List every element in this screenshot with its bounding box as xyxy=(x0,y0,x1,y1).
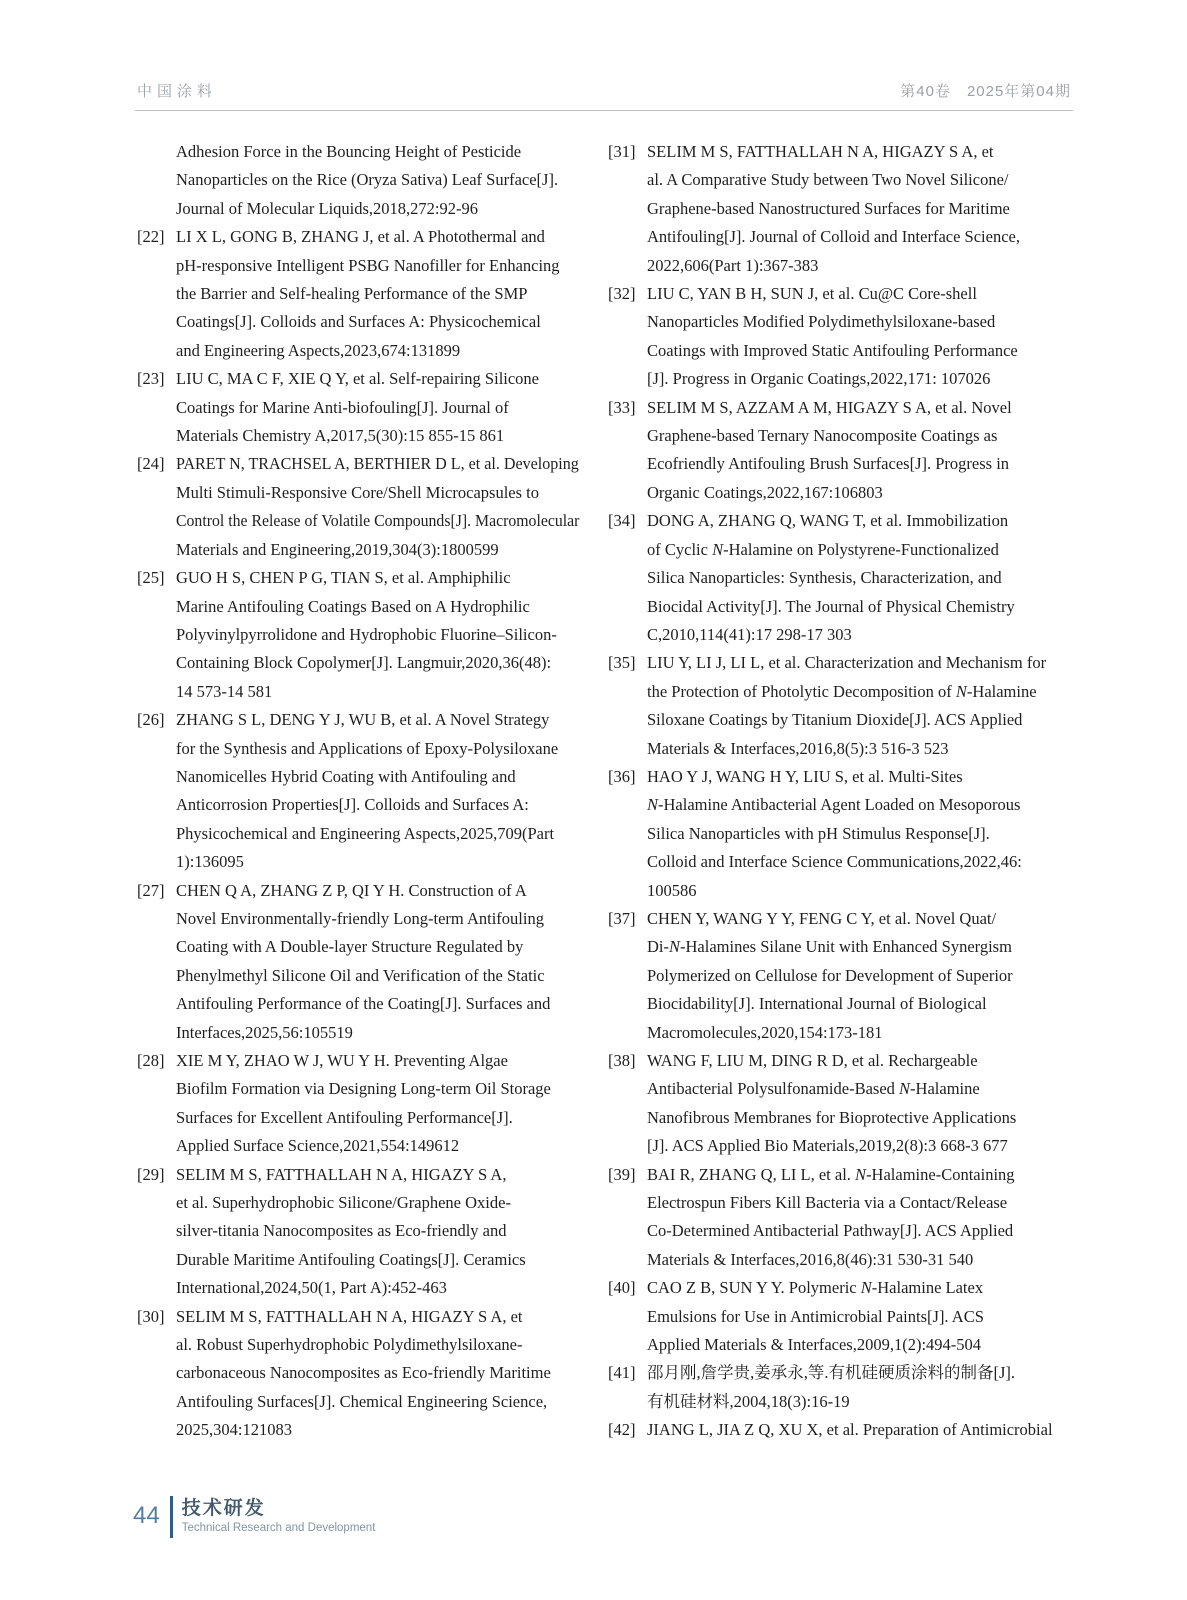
reference-line: Antifouling Performance of the Coating[J]. Surfaces and xyxy=(176,994,551,1014)
reference-number: [35] xyxy=(608,653,636,673)
page-footer xyxy=(133,1496,375,1538)
reference-entry xyxy=(608,280,1073,394)
reference-entry xyxy=(137,365,579,450)
reference-entry xyxy=(137,223,579,365)
reference-line: Macromolecules,2020,154:173-181 xyxy=(647,1022,883,1042)
reference-line: Antifouling[J]. Journal of Colloid and Interface Science, xyxy=(647,227,1020,247)
reference-line: Materials and Engineering,2019,304(3):1800599 xyxy=(176,539,499,559)
reference-number: [32] xyxy=(608,284,636,304)
volume-issue xyxy=(900,80,1071,101)
reference-line: for the Synthesis and Applications of Epoxy-Polysiloxane xyxy=(176,738,559,758)
reference-line: pH-responsive Intelligent PSBG Nanofiller for Enhancing xyxy=(176,255,560,275)
reference-number: [31] xyxy=(608,142,636,161)
reference-line: carbonaceous Nanocomposites as Eco-friendly Maritime xyxy=(176,1363,551,1383)
reference-entry xyxy=(608,138,1073,280)
reference-entry xyxy=(608,763,1073,905)
reference-line: LIU Y, LI J, LI L, et al. Characterization and Mechanism for xyxy=(647,653,1047,673)
reference-number: [24] xyxy=(137,454,165,474)
reference-entry xyxy=(608,1416,1073,1444)
reference-line: Electrospun Fibers Kill Bacteria via a Contact/Release xyxy=(647,1193,1008,1213)
reference-line: C,2010,114(41):17 298-17 303 xyxy=(647,624,852,644)
reference-number: [30] xyxy=(137,1306,165,1326)
reference-line: Control the Release of Volatile Compounds[J]. Macromolecular xyxy=(176,511,580,531)
reference-line: Applied Materials & Interfaces,2009,1(2):494-504 xyxy=(647,1335,982,1355)
reference-line: XIE M Y, ZHAO W J, WU Y H. Preventing Algae xyxy=(176,1051,508,1070)
reference-line: Co-Determined Antibacterial Pathway[J]. ACS Applied xyxy=(647,1221,1014,1241)
reference-entry xyxy=(137,564,579,706)
reference-line: HAO Y J, WANG H Y, LIU S, et al. Multi-Sites xyxy=(647,766,963,786)
reference-line: GUO H S, CHEN P G, TIAN S, et al. Amphiphilic xyxy=(176,568,511,588)
reference-line: Phenylmethyl Silicone Oil and Verification of the Static xyxy=(176,965,545,985)
reference-line: Interfaces,2025,56:105519 xyxy=(176,1022,353,1042)
reference-number: [27] xyxy=(137,880,165,900)
references-right-column xyxy=(608,138,1073,1445)
reference-line: 邵月刚,詹学贵,姜承永,等.有机硅硬质涂料的制备[J]. xyxy=(647,1363,1016,1383)
reference-number: [36] xyxy=(608,766,636,786)
reference-line: Materials & Interfaces,2016,8(5):3 516-3 523 xyxy=(647,738,949,758)
header-divider xyxy=(135,110,1073,111)
reference-number: [40] xyxy=(608,1278,636,1298)
reference-line: Adhesion Force in the Bouncing Height of Pesticide xyxy=(176,142,522,161)
section-title-cn: 技术研发 xyxy=(181,1498,266,1519)
reference-number: [34] xyxy=(608,511,636,531)
reference-line: Nanoparticles Modified Polydimethylsiloxane-based xyxy=(647,312,996,332)
reference-line: Multi Stimuli-Responsive Core/Shell Microcapsules to xyxy=(176,482,539,502)
reference-line: Biocidability[J]. International Journal of Biological xyxy=(647,994,987,1014)
reference-line: Coatings with Improved Static Antifouling Performance xyxy=(647,340,1018,360)
section-title-en: Technical Research and Development xyxy=(181,1522,376,1534)
reference-entry xyxy=(137,450,579,564)
reference-line: CHEN Y, WANG Y Y, FENG C Y, et al. Novel Quat/ xyxy=(647,908,997,928)
reference-line: Antibacterial Polysulfonamide-Based N-Halamine xyxy=(647,1079,980,1099)
reference-line: LIU C, MA C F, XIE Q Y, et al. Self-repairing Silicone xyxy=(176,369,540,389)
reference-number: [29] xyxy=(137,1164,165,1184)
reference-line: SELIM M S, FATTHALLAH N A, HIGAZY S A, et xyxy=(647,142,994,161)
reference-line: SELIM M S, FATTHALLAH N A, HIGAZY S A, et xyxy=(176,1306,523,1326)
reference-line: 2022,606(Part 1):367-383 xyxy=(647,255,819,275)
reference-line: Physicochemical and Engineering Aspects,2025,709(Part xyxy=(176,823,555,843)
reference-line: CAO Z B, SUN Y Y. Polymeric N-Halamine Latex xyxy=(647,1278,984,1298)
reference-number: [25] xyxy=(137,568,165,588)
volume-label: 第40卷 xyxy=(900,83,951,100)
reference-line: Silica Nanoparticles with pH Stimulus Response[J]. xyxy=(647,823,990,843)
reference-number: [33] xyxy=(608,397,636,417)
reference-number: [26] xyxy=(137,710,165,730)
reference-line: Biocidal Activity[J]. The Journal of Physical Chemistry xyxy=(647,596,1015,616)
reference-number: [39] xyxy=(608,1164,636,1184)
footer-section xyxy=(182,1496,376,1538)
reference-entry xyxy=(608,649,1073,763)
reference-entry xyxy=(608,1359,1073,1416)
reference-line: Novel Environmentally-friendly Long-term Antifouling xyxy=(176,908,544,928)
reference-line: Coatings for Marine Anti-biofouling[J]. Journal of xyxy=(176,397,509,417)
reference-line: [J]. ACS Applied Bio Materials,2019,2(8):3 668-3 677 xyxy=(647,1136,1008,1156)
reference-line: [J]. Progress in Organic Coatings,2022,171: 107026 xyxy=(647,369,991,389)
references-left-column xyxy=(137,138,579,1445)
reference-number: [22] xyxy=(137,227,165,247)
reference-line: Silica Nanoparticles: Synthesis, Characterization, and xyxy=(647,568,1002,588)
reference-line: Coating with A Double-layer Structure Regulated by xyxy=(176,937,524,957)
reference-entry xyxy=(137,706,579,876)
reference-line: SELIM M S, AZZAM A M, HIGAZY S A, et al. Novel xyxy=(647,397,1012,417)
reference-line: Graphene-based Nanostructured Surfaces for Maritime xyxy=(647,198,1010,218)
reference-line: Siloxane Coatings by Titanium Dioxide[J]. ACS Applied xyxy=(647,710,1023,730)
reference-line: of Cyclic N-Halamine on Polystyrene-Functionalized xyxy=(647,539,999,559)
reference-line: 2025,304:121083 xyxy=(176,1420,292,1440)
reference-entry xyxy=(137,1047,579,1161)
reference-entry xyxy=(608,1047,1073,1161)
reference-line: 100586 xyxy=(647,880,697,900)
reference-entry xyxy=(137,1161,579,1303)
reference-entry xyxy=(137,877,579,1047)
reference-line: Polyvinylpyrrolidone and Hydrophobic Fluorine–Silicon- xyxy=(176,624,557,644)
reference-line: Biofilm Formation via Designing Long-term Oil Storage xyxy=(176,1079,551,1099)
reference-entry xyxy=(608,905,1073,1047)
reference-line: Antifouling Surfaces[J]. Chemical Engineering Science, xyxy=(176,1391,548,1411)
reference-line: Organic Coatings,2022,167:106803 xyxy=(647,482,883,502)
reference-line: WANG F, LIU M, DING R D, et al. Rechargeable xyxy=(647,1051,978,1070)
reference-line: Ecofriendly Antifouling Brush Surfaces[J]. Progress in xyxy=(647,454,1010,474)
reference-line: Nanoparticles on the Rice (Oryza Sativa) Leaf Surface[J]. xyxy=(176,170,559,190)
reference-number: [23] xyxy=(137,369,165,389)
reference-line: JIANG L, JIA Z Q, XU X, et al. Preparation of Antimicrobial xyxy=(647,1420,1053,1440)
reference-entry xyxy=(137,138,579,223)
reference-line: the Barrier and Self-healing Performance of the SMP xyxy=(176,284,528,304)
reference-line: and Engineering Aspects,2023,674:131899 xyxy=(176,340,461,360)
reference-line: LIU C, YAN B H, SUN J, et al. Cu@C Core-shell xyxy=(647,284,977,304)
reference-line: Durable Maritime Antifouling Coatings[J]. Ceramics xyxy=(176,1249,526,1269)
reference-line: al. A Comparative Study between Two Novel Silicone/ xyxy=(647,170,1009,190)
reference-line: al. Robust Superhydrophobic Polydimethylsiloxane- xyxy=(176,1335,523,1355)
reference-entry xyxy=(137,1303,579,1445)
reference-line: Emulsions for Use in Antimicrobial Paints[J]. ACS xyxy=(647,1306,984,1326)
reference-number: [28] xyxy=(137,1051,165,1070)
reference-line: et al. Superhydrophobic Silicone/Graphene Oxide- xyxy=(176,1193,511,1213)
reference-entry xyxy=(608,394,1073,508)
reference-number: [38] xyxy=(608,1051,636,1070)
reference-line: Graphene-based Ternary Nanocomposite Coatings as xyxy=(647,426,998,446)
reference-line: the Protection of Photolytic Decomposition of N-Halamine xyxy=(647,681,1037,701)
reference-number: [42] xyxy=(608,1420,636,1440)
reference-entry xyxy=(608,1161,1073,1275)
reference-line: Materials Chemistry A,2017,5(30):15 855-15 861 xyxy=(176,426,505,446)
reference-line: SELIM M S, FATTHALLAH N A, HIGAZY S A, xyxy=(176,1164,507,1184)
reference-line: 14 573-14 581 xyxy=(176,681,273,701)
reference-line: Di-N-Halamines Silane Unit with Enhanced Synergism xyxy=(647,937,1012,957)
reference-line: Nanofibrous Membranes for Bioprotective Applications xyxy=(647,1107,1017,1127)
reference-line: Containing Block Copolymer[J]. Langmuir,2020,36(48): xyxy=(176,653,552,673)
reference-line: Materials & Interfaces,2016,8(46):31 530-31 540 xyxy=(647,1249,974,1269)
reference-line: ZHANG S L, DENG Y J, WU B, et al. A Novel Strategy xyxy=(176,710,550,730)
reference-line: 1):136095 xyxy=(176,852,244,872)
reference-line: BAI R, ZHANG Q, LI L, et al. N-Halamine-Containing xyxy=(647,1164,1015,1184)
reference-line: Anticorrosion Properties[J]. Colloids and Surfaces A: xyxy=(176,795,529,815)
reference-entry xyxy=(608,507,1073,649)
reference-line: Applied Surface Science,2021,554:149612 xyxy=(176,1136,460,1156)
reference-line: International,2024,50(1, Part A):452-463 xyxy=(176,1278,447,1298)
reference-line: Surfaces for Excellent Antifouling Performance[J]. xyxy=(176,1107,513,1127)
reference-line: PARET N, TRACHSEL A, BERTHIER D L, et al. Developing xyxy=(176,454,579,474)
reference-line: Coatings[J]. Colloids and Surfaces A: Physicochemical xyxy=(176,312,541,332)
reference-number: [37] xyxy=(608,908,636,928)
reference-line: Colloid and Interface Science Communications,2022,46: xyxy=(647,852,1022,872)
page-number: 44 xyxy=(133,1502,160,1529)
reference-number: [41] xyxy=(608,1363,636,1383)
reference-line: Nanomicelles Hybrid Coating with Antifouling and xyxy=(176,766,516,786)
issue-label: 2025年第04期 xyxy=(966,83,1071,100)
reference-line: LI X L, GONG B, ZHANG J, et al. A Photothermal and xyxy=(176,227,545,247)
reference-entry xyxy=(608,1274,1073,1359)
journal-name: 中国涂料 xyxy=(137,83,218,100)
reference-line: silver-titania Nanocomposites as Eco-friendly and xyxy=(176,1221,507,1241)
reference-line: DONG A, ZHANG Q, WANG T, et al. Immobilization xyxy=(647,511,1009,531)
reference-line: Polymerized on Cellulose for Development of Superior xyxy=(647,965,1013,985)
reference-line: 有机硅材料,2004,18(3):16-19 xyxy=(647,1391,850,1411)
footer-accent-bar xyxy=(170,1496,173,1538)
reference-line: Journal of Molecular Liquids,2018,272:92-96 xyxy=(176,198,478,218)
reference-line: N-Halamine Antibacterial Agent Loaded on Mesoporous xyxy=(647,795,1021,815)
reference-line: Marine Antifouling Coatings Based on A Hydrophilic xyxy=(176,596,530,616)
reference-line: CHEN Q A, ZHANG Z P, QI Y H. Construction of A xyxy=(176,880,527,900)
